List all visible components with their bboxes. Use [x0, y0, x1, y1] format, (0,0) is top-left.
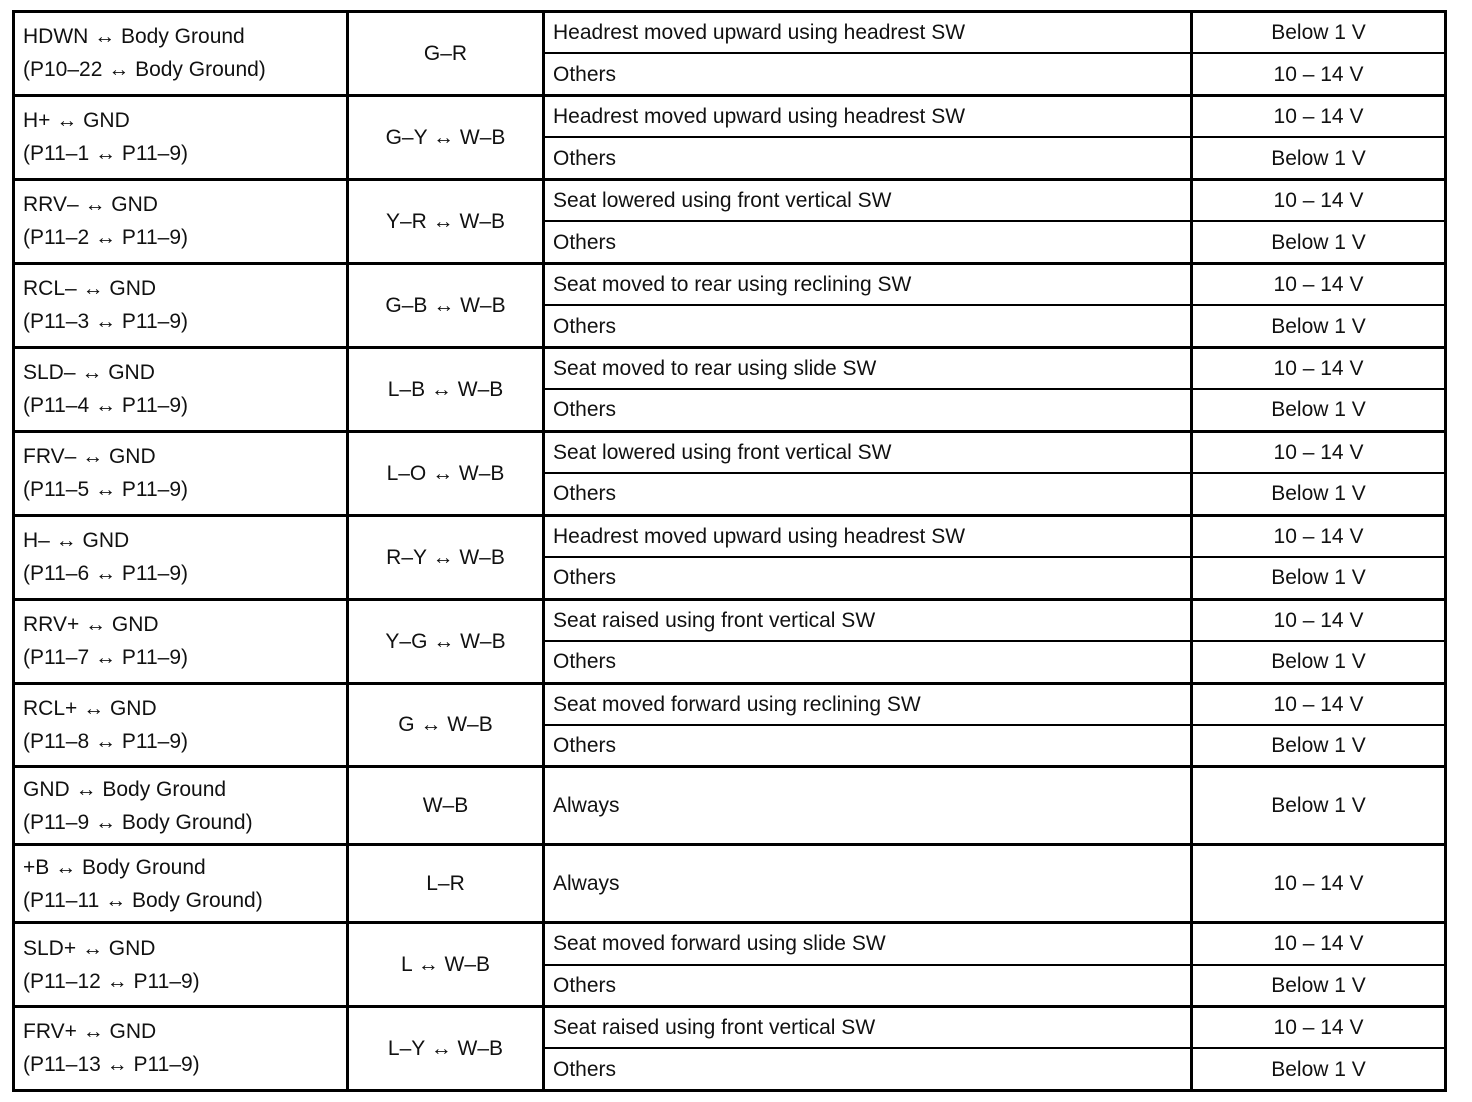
wiring-color-cell: L–R	[348, 845, 544, 923]
terminal-pins: (P11–13 ↔ P11–9)	[23, 1053, 200, 1077]
specified-condition-cell: Below 1 V	[1192, 12, 1446, 54]
condition-cell: Others	[544, 641, 1192, 683]
table-row	[14, 923, 1446, 965]
table-row	[14, 179, 1446, 221]
specified-condition-cell: Below 1 V	[1192, 473, 1446, 515]
condition-cell: Others	[544, 965, 1192, 1007]
terminal-cell	[14, 923, 348, 1007]
condition-cell: Others	[544, 305, 1192, 347]
condition-cell: Others	[544, 725, 1192, 767]
terminal-name: HDWN ↔ Body Ground	[23, 25, 245, 49]
specified-condition-cell: Below 1 V	[1192, 725, 1446, 767]
condition-cell: Always	[544, 767, 1192, 845]
terminal-pins: (P11–9 ↔ Body Ground)	[23, 810, 253, 834]
table-row	[14, 599, 1446, 641]
terminal-pins: (P11–12 ↔ P11–9)	[23, 969, 200, 993]
table-row	[14, 845, 1446, 923]
specified-condition-cell: 10 – 14 V	[1192, 683, 1446, 725]
specified-condition-cell: Below 1 V	[1192, 1048, 1446, 1090]
condition-cell: Others	[544, 137, 1192, 179]
terminal-name: SLD– ↔ GND	[23, 361, 155, 385]
condition-cell: Seat lowered using front vertical SW	[544, 431, 1192, 473]
terminal-pins: (P11–7 ↔ P11–9)	[23, 646, 188, 670]
terminal-name: RRV– ↔ GND	[23, 193, 158, 217]
terminal-cell	[14, 599, 348, 683]
wiring-color-cell: Y–R ↔ W–B	[348, 179, 544, 263]
table-row	[14, 431, 1446, 473]
terminal-name: FRV– ↔ GND	[23, 445, 156, 469]
condition-cell: Others	[544, 473, 1192, 515]
terminal-name: H+ ↔ GND	[23, 109, 130, 133]
table-row	[14, 263, 1446, 305]
condition-cell: Seat moved forward using slide SW	[544, 923, 1192, 965]
wiring-color-cell: G–R	[348, 12, 544, 96]
condition-cell: Others	[544, 221, 1192, 263]
terminal-voltage-table	[12, 10, 1447, 1092]
terminal-cell	[14, 683, 348, 767]
specified-condition-cell: 10 – 14 V	[1192, 431, 1446, 473]
terminal-cell	[14, 767, 348, 845]
terminal-pins: (P11–11 ↔ Body Ground)	[23, 888, 263, 912]
condition-cell: Headrest moved upward using headrest SW	[544, 12, 1192, 54]
terminal-cell	[14, 515, 348, 599]
condition-cell: Others	[544, 389, 1192, 431]
terminal-pins: (P10–22 ↔ Body Ground)	[23, 58, 266, 82]
condition-cell: Seat lowered using front vertical SW	[544, 179, 1192, 221]
terminal-cell	[14, 179, 348, 263]
condition-cell: Seat raised using front vertical SW	[544, 1006, 1192, 1048]
table-row	[14, 683, 1446, 725]
specified-condition-cell: Below 1 V	[1192, 137, 1446, 179]
terminal-pins: (P11–4 ↔ P11–9)	[23, 394, 188, 418]
table-row	[14, 12, 1446, 54]
wiring-color-cell: W–B	[348, 767, 544, 845]
specified-condition-cell: 10 – 14 V	[1192, 599, 1446, 641]
condition-cell: Always	[544, 845, 1192, 923]
specified-condition-cell: Below 1 V	[1192, 557, 1446, 599]
specified-condition-cell: 10 – 14 V	[1192, 263, 1446, 305]
terminal-name: GND ↔ Body Ground	[23, 777, 227, 801]
specified-condition-cell: 10 – 14 V	[1192, 923, 1446, 965]
specified-condition-cell: 10 – 14 V	[1192, 95, 1446, 137]
terminal-cell	[14, 1006, 348, 1090]
specified-condition-cell: Below 1 V	[1192, 389, 1446, 431]
wiring-color-cell: L–B ↔ W–B	[348, 347, 544, 431]
specified-condition-cell: Below 1 V	[1192, 305, 1446, 347]
specified-condition-cell: 10 – 14 V	[1192, 53, 1446, 95]
table-row	[14, 767, 1446, 845]
condition-cell: Seat raised using front vertical SW	[544, 599, 1192, 641]
condition-cell: Seat moved to rear using reclining SW	[544, 263, 1192, 305]
terminal-cell	[14, 263, 348, 347]
table-row	[14, 347, 1446, 389]
condition-cell: Headrest moved upward using headrest SW	[544, 515, 1192, 557]
terminal-pins: (P11–2 ↔ P11–9)	[23, 226, 188, 250]
specified-condition-cell: 10 – 14 V	[1192, 1006, 1446, 1048]
wiring-color-cell: L–O ↔ W–B	[348, 431, 544, 515]
condition-cell: Headrest moved upward using headrest SW	[544, 95, 1192, 137]
condition-cell: Seat moved forward using reclining SW	[544, 683, 1192, 725]
wiring-color-cell: G–Y ↔ W–B	[348, 95, 544, 179]
terminal-cell	[14, 347, 348, 431]
terminal-cell	[14, 431, 348, 515]
wiring-color-cell: G–B ↔ W–B	[348, 263, 544, 347]
terminal-name: RCL– ↔ GND	[23, 277, 157, 301]
terminal-cell	[14, 12, 348, 96]
terminal-name: RCL+ ↔ GND	[23, 696, 157, 720]
terminal-pins: (P11–5 ↔ P11–9)	[23, 478, 188, 502]
terminal-pins: (P11–8 ↔ P11–9)	[23, 729, 188, 753]
specified-condition-cell: 10 – 14 V	[1192, 179, 1446, 221]
terminal-name: RRV+ ↔ GND	[23, 613, 159, 637]
wiring-color-cell: Y–G ↔ W–B	[348, 599, 544, 683]
terminal-pins: (P11–1 ↔ P11–9)	[23, 142, 188, 166]
terminal-name: H– ↔ GND	[23, 529, 130, 553]
table-row	[14, 515, 1446, 557]
terminal-name: FRV+ ↔ GND	[23, 1020, 157, 1044]
terminal-cell	[14, 95, 348, 179]
terminal-name: +B ↔ Body Ground	[23, 855, 206, 879]
wiring-color-cell: L–Y ↔ W–B	[348, 1006, 544, 1090]
specified-condition-cell: 10 – 14 V	[1192, 515, 1446, 557]
specified-condition-cell: Below 1 V	[1192, 221, 1446, 263]
wiring-color-cell: G ↔ W–B	[348, 683, 544, 767]
condition-cell: Others	[544, 53, 1192, 95]
specified-condition-cell: Below 1 V	[1192, 965, 1446, 1007]
specified-condition-cell: Below 1 V	[1192, 641, 1446, 683]
table-body	[14, 12, 1446, 1091]
table-row	[14, 1006, 1446, 1048]
wiring-color-cell: R–Y ↔ W–B	[348, 515, 544, 599]
terminal-pins: (P11–3 ↔ P11–9)	[23, 310, 188, 334]
terminal-pins: (P11–6 ↔ P11–9)	[23, 562, 188, 586]
specified-condition-cell: 10 – 14 V	[1192, 845, 1446, 923]
condition-cell: Others	[544, 557, 1192, 599]
condition-cell: Others	[544, 1048, 1192, 1090]
terminal-cell	[14, 845, 348, 923]
wiring-color-cell: L ↔ W–B	[348, 923, 544, 1007]
terminal-name: SLD+ ↔ GND	[23, 936, 156, 960]
specified-condition-cell: Below 1 V	[1192, 767, 1446, 845]
condition-cell: Seat moved to rear using slide SW	[544, 347, 1192, 389]
specified-condition-cell: 10 – 14 V	[1192, 347, 1446, 389]
table-row	[14, 95, 1446, 137]
